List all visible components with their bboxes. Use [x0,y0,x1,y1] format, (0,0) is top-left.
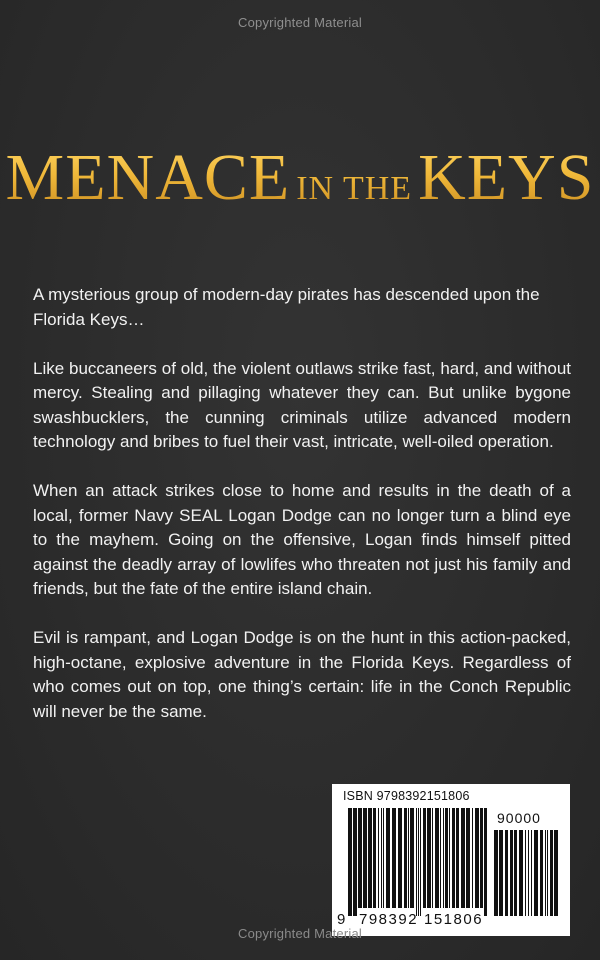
barcode-bar [547,830,548,916]
barcode-bar [386,808,390,908]
barcode-bar [514,830,517,916]
barcode-bar [550,830,553,916]
barcode-bar [554,830,558,916]
title-word-menace: MENACE [5,141,291,214]
barcode-bar [466,808,470,908]
barcode-digit-first: 9 [337,911,346,928]
barcode-bar [383,808,384,908]
barcode-bar [494,830,498,916]
barcode-digits-left: 798392 [359,911,419,928]
barcode-bar [480,808,483,908]
barcode-bar [348,808,352,916]
barcode-bar [443,808,444,908]
barcode-bar [472,808,473,908]
book-title [0,140,600,216]
barcode-bar [452,808,455,908]
ean13-barcode [348,808,488,916]
barcode-bar [423,808,426,908]
title-word-keys: KEYS [418,141,595,214]
barcode-bar [545,830,546,916]
barcode-bar [378,808,379,908]
barcode-bar [525,830,526,916]
barcode-bar [445,808,448,908]
barcode-bar [540,830,543,916]
blurb-paragraph-3: When an attack strikes close to home and results in the death of a local, former Navy SEAL Logan Dodge can no longer turn a blind eye to the mayhem. Going on the offensive, Logan finds himself pitted against the deadly array of lowlifes who threaten not just his family and friends, but the fate of the entire island chain. [33,481,571,598]
barcode-bar [528,830,529,916]
barcode-bar [435,808,439,908]
book-blurb [33,283,571,749]
barcode-bar [368,808,372,908]
barcode-bar [440,808,441,908]
blurb-paragraph-2: Like buccaneers of old, the violent outlaws strike fast, hard, and without mercy. Stealing and pillaging whatever they can. But unlike bygone swashbucklers, the cunning criminals utilize advanced modern technology and bribes to fuel their vast, intricate, well-oiled operation. [33,358,571,451]
blurb-paragraph-4: Evil is rampant, and Logan Dodge is on the hunt in this action-packed, high-octane, explosive adventure in the Florida Keys. Regardless of who comes out on top, one thing’s certain: life in the Conch Republic will never be the same. [33,628,571,721]
copyright-watermark-bottom: Copyrighted Material [238,926,362,941]
barcode-bar [534,830,538,916]
barcode-bar [499,830,503,916]
barcode-bar [461,808,465,908]
barcode-bar [416,808,417,916]
isbn-label: ISBN 9798392151806 [343,789,470,803]
copyright-watermark-top: Copyrighted Material [238,15,362,30]
barcode-bar [404,808,407,908]
barcode-bar [510,830,513,916]
barcode-bar [420,808,421,916]
barcode-bar [484,808,487,916]
addon-code: 90000 [497,810,541,826]
barcode-bar [358,808,362,908]
barcode-bar [353,808,357,916]
addon-barcode [494,830,560,916]
barcode-bar [381,808,382,908]
barcode-bar [505,830,508,916]
isbn-barcode-box [332,784,570,936]
barcode-bar [449,808,450,908]
barcode-bar [519,830,523,916]
barcode-bar [531,830,532,916]
barcode-bar [392,808,396,908]
barcode-bar [373,808,376,908]
barcode-bar [432,808,433,908]
barcode-bar [475,808,479,908]
barcode-bar [410,808,414,908]
barcode-bar [408,808,409,908]
barcode-bar [418,808,419,916]
barcode-bar [398,808,402,908]
barcode-digits-right: 151806 [424,911,484,928]
blurb-paragraph-1: A mysterious group of modern-day pirates has descended upon the Florida Keys… [33,285,540,329]
barcode-bar [363,808,367,908]
title-connector: IN THE [296,170,413,207]
barcode-bar [427,808,431,908]
barcode-bar [456,808,459,908]
